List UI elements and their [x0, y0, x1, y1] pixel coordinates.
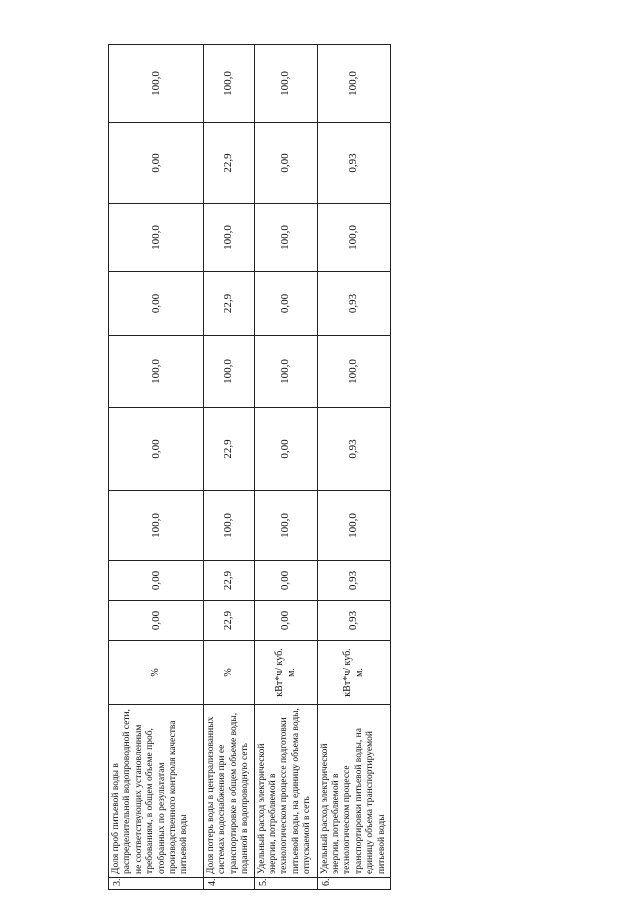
indicators-table [108, 44, 391, 890]
value-cell: 0,93 [317, 123, 390, 204]
value-cell: 100,0 [204, 204, 255, 272]
value-cell: 0,00 [109, 123, 204, 204]
value-cell: 22,9 [204, 601, 255, 641]
value-cell: 22,9 [204, 408, 255, 491]
value-cell: 0,93 [317, 408, 390, 491]
row-number: 5. [254, 878, 317, 890]
indicator-name: Удельный расход электрической энергии, потребляемой в технологическом процессе транспортировки питьевой воды, на единицу объема транспортируемой питьевой воды [317, 705, 390, 878]
value-cell: 100,0 [109, 204, 204, 272]
table-row [204, 45, 255, 890]
unit-cell: кВт*ч/ куб. м. [254, 641, 317, 705]
table-row [254, 45, 317, 890]
value-cell: 100,0 [204, 45, 255, 123]
value-cell: 100,0 [204, 336, 255, 408]
value-cell: 0,00 [109, 272, 204, 336]
value-cell: 0,00 [254, 408, 317, 491]
table-row [317, 45, 390, 890]
value-cell: 0,93 [317, 601, 390, 641]
value-cell: 100,0 [109, 45, 204, 123]
value-cell: 100,0 [254, 491, 317, 561]
value-cell: 22,9 [204, 561, 255, 601]
row-number: 3. [109, 878, 204, 890]
row-number: 4. [204, 878, 255, 890]
indicator-name: Доля проб питьевой воды в распределительной водопроводной сети, не соответствующих установленным требованиям, в общем объеме проб, отобранных по результатам производственного контроля качества питьевой воды [109, 705, 204, 878]
indicator-name: Доля потерь воды в централизованных системах водоснабжения при ее транспортировке в общем объеме воды, поданной в водопроводную сеть [204, 705, 255, 878]
value-cell: 100,0 [254, 336, 317, 408]
value-cell: 22,9 [204, 123, 255, 204]
value-cell: 0,00 [254, 123, 317, 204]
value-cell: 0,00 [109, 561, 204, 601]
value-cell: 100,0 [317, 336, 390, 408]
value-cell: 100,0 [317, 204, 390, 272]
value-cell: 0,00 [109, 408, 204, 491]
value-cell: 0,93 [317, 272, 390, 336]
unit-cell: % [109, 641, 204, 705]
value-cell: 0,00 [109, 601, 204, 641]
rotated-page [108, 71, 388, 890]
value-cell: 100,0 [109, 491, 204, 561]
value-cell: 22,9 [204, 272, 255, 336]
value-cell: 0,00 [254, 561, 317, 601]
value-cell: 0,00 [254, 601, 317, 641]
value-cell: 0,93 [317, 561, 390, 601]
unit-cell: % [204, 641, 255, 705]
table-row [109, 45, 204, 890]
value-cell: 100,0 [317, 45, 390, 123]
unit-cell: кВт*ч/ куб. м. [317, 641, 390, 705]
value-cell: 100,0 [109, 336, 204, 408]
value-cell: 0,00 [254, 272, 317, 336]
row-number: 6. [317, 878, 390, 890]
value-cell: 100,0 [317, 491, 390, 561]
indicator-name: Удельный расход электрической энергии, потребляемой в технологическом процессе подготовки питьевой воды, на единицу объема воды, отпускаемой в сеть [254, 705, 317, 878]
value-cell: 100,0 [254, 204, 317, 272]
value-cell: 100,0 [204, 491, 255, 561]
value-cell: 100,0 [254, 45, 317, 123]
